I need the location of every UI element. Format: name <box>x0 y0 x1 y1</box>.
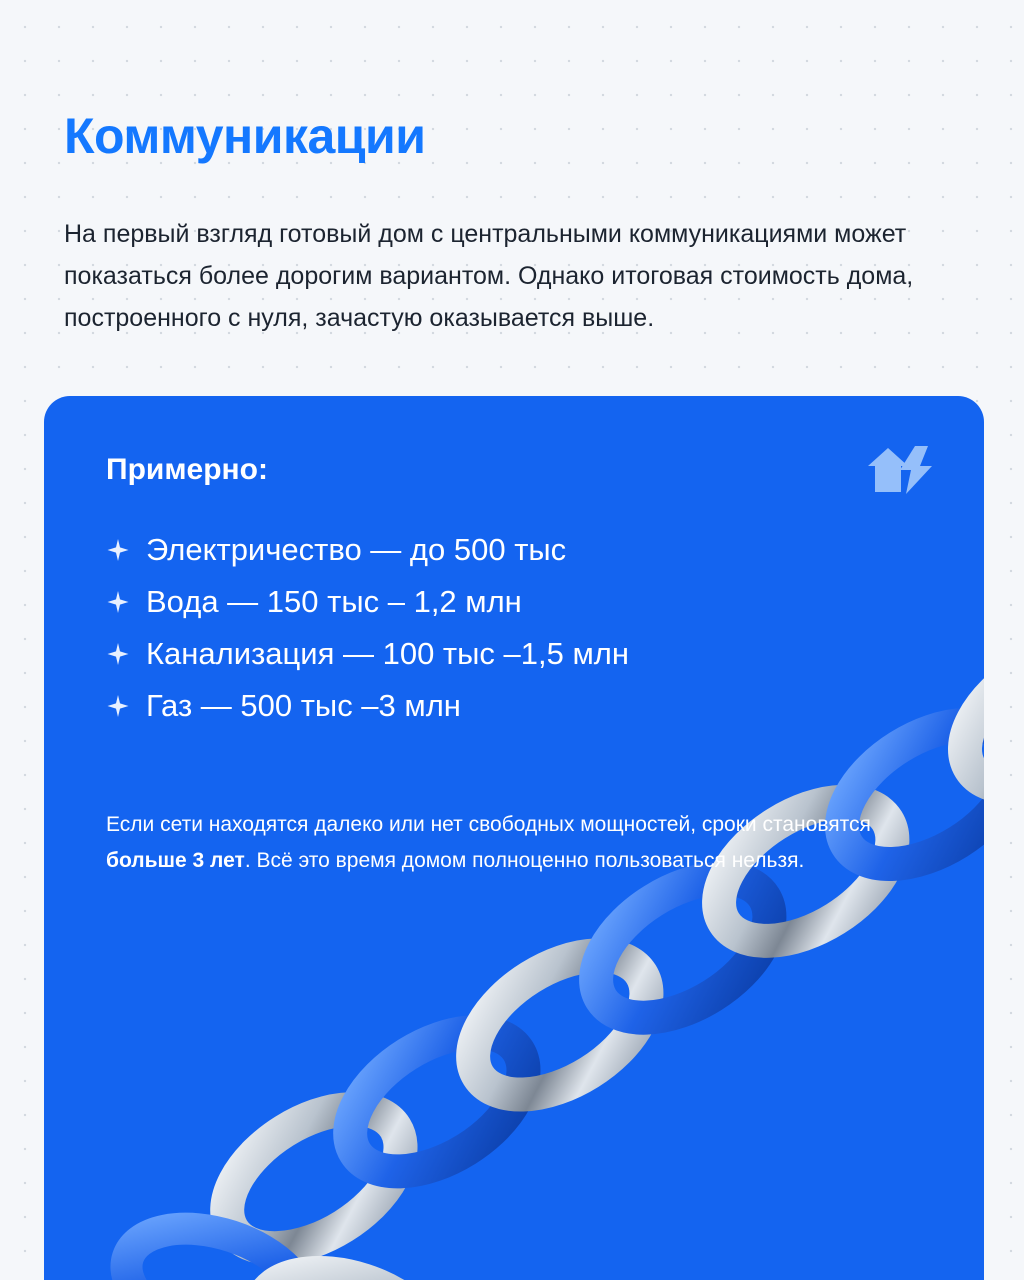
intro-paragraph: На первый взгляд готовый дом с центральными коммуникациями может показаться более дорогим вариантом. Однако итоговая стоимость дома, построенного с нуля, зачастую оказывается выше. <box>64 220 914 332</box>
card-heading: Примерно: <box>106 453 268 486</box>
list-item <box>106 524 924 576</box>
price-list <box>106 524 924 732</box>
note-highlight: больше 3 лет <box>106 849 245 872</box>
list-item-label: Канализация — 100 тыс –1,5 млн <box>146 636 629 671</box>
house-bolt-icon <box>866 444 936 496</box>
info-card <box>44 396 984 1280</box>
sparkle-icon <box>106 628 130 680</box>
list-item-label: Газ — 500 тыс –3 млн <box>146 688 461 723</box>
note-text-part1: Если сети находятся далеко или нет свободных мощностей, сроки становятся <box>106 813 871 836</box>
page-title: Коммуникации <box>64 107 426 164</box>
card-note <box>106 807 926 879</box>
sparkle-icon <box>106 524 130 576</box>
list-item <box>106 576 924 628</box>
card-header <box>106 444 936 496</box>
note-text-part2: . Всё это время домом полноценно пользоваться нельзя. <box>244 849 805 872</box>
list-item <box>106 680 924 732</box>
sparkle-icon <box>106 576 130 628</box>
sparkle-icon <box>106 680 130 732</box>
list-item-label: Вода — 150 тыс – 1,2 млн <box>146 584 522 619</box>
list-item-label: Электричество — до 500 тыс <box>146 532 567 567</box>
list-item <box>106 628 924 680</box>
